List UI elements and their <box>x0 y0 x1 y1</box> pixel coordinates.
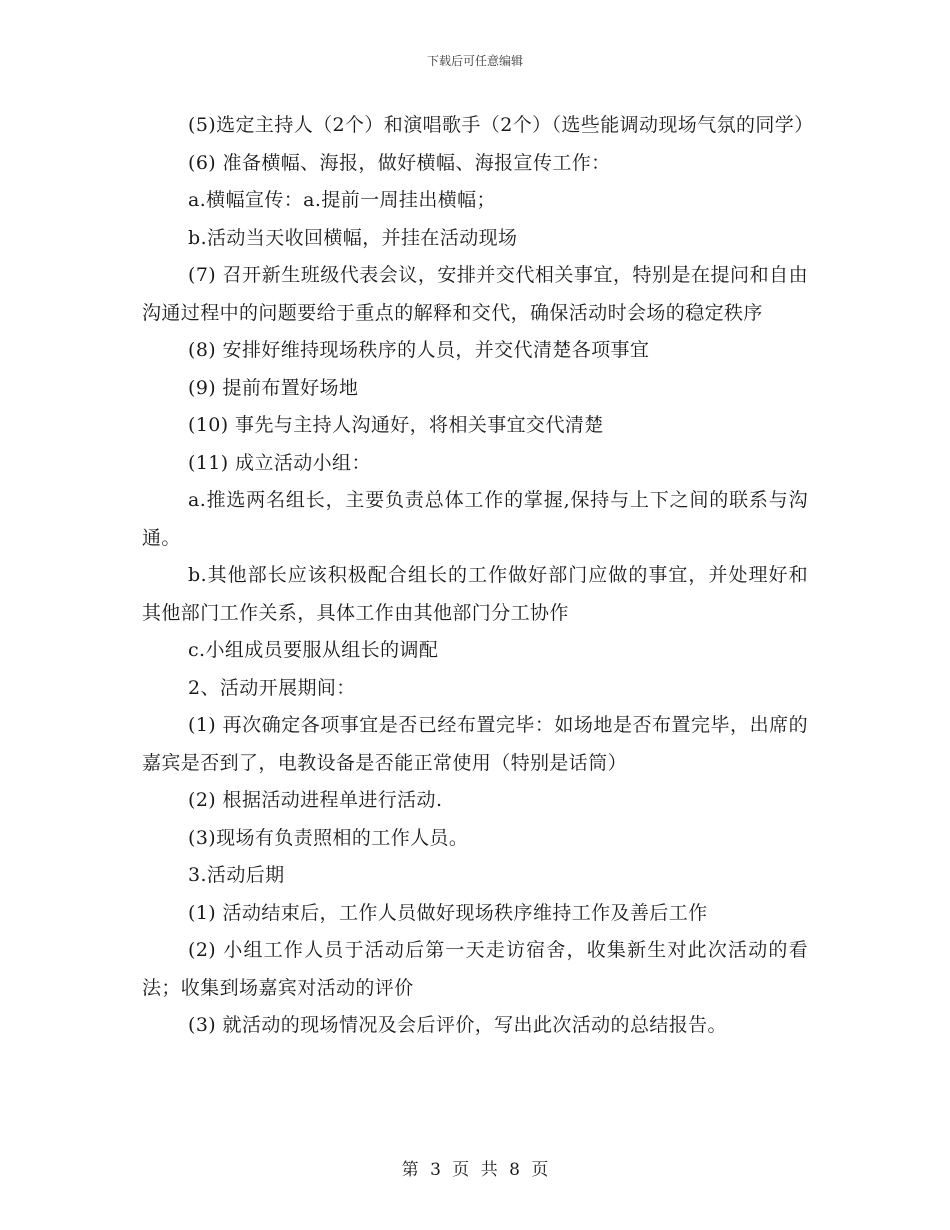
section-heading: 3.活动后期 <box>188 864 285 886</box>
section-heading: 2、活动开展期间： <box>188 676 356 699</box>
paragraph: (3) 就活动的现场情况及会后评价，写出此次活动的总结报告。 <box>188 1014 727 1036</box>
paragraph: (9) 提前布置好场地 <box>188 376 359 399</box>
paragraph: (6) 准备横幅、海报，做好横幅、海报宣传工作： <box>188 151 611 174</box>
paragraph: (2) 小组工作人员于活动后第一天走访宿舍，收集新生对此次活动的看法；收集到场嘉宾对活动的评价 <box>142 939 808 999</box>
paragraph: (3)现场有负责照相的工作人员。 <box>188 826 469 849</box>
paragraph: (7) 召开新生班级代表会议，安排并交代相关事宜，特别是在提问和自由沟通过程中的问题要给于重点的解释和交代，确保活动时会场的稳定秩序 <box>142 264 808 324</box>
paragraph: b.其他部长应该积极配合组长的工作做好部门应做的事宜，并处理好和其他部门工作关系，具体工作由其他部门分工协作 <box>142 564 808 624</box>
paragraph: (5)选定主持人（2个）和演唱歌手（2个）（选些能调动现场气氛的同学） <box>188 114 814 136</box>
paragraph: (1) 再次确定各项事宜是否已经布置完毕：如场地是否布置完毕，出席的嘉宾是否到了，电教设备是否能正常使用（特别是话筒） <box>142 714 808 774</box>
paragraph: (2) 根据活动进程单进行活动. <box>188 789 443 811</box>
paragraph: c.小组成员要服从组长的调配 <box>188 639 439 661</box>
page-header: 下载后可任意编辑 <box>426 54 523 68</box>
document-body <box>142 107 814 1045</box>
paragraph: (1) 活动结束后，工作人员做好现场秩序维持工作及善后工作 <box>188 901 708 924</box>
paragraph: a.推选两名组长，主要负责总体工作的掌握,保持与上下之间的联系与沟通。 <box>142 489 808 549</box>
page-number: 第 3 页 共 8 页 <box>401 1160 549 1180</box>
paragraph: (8) 安排好维持现场秩序的人员，并交代清楚各项事宜 <box>188 339 650 361</box>
paragraph: (10) 事先与主持人沟通好，将相关事宜交代清楚 <box>188 414 604 436</box>
paragraph: (11) 成立活动小组： <box>188 451 371 474</box>
paragraph: b.活动当天收回横幅，并挂在活动现场 <box>188 226 518 249</box>
paragraph: a.横幅宣传：a.提前一周挂出横幅； <box>188 189 496 211</box>
